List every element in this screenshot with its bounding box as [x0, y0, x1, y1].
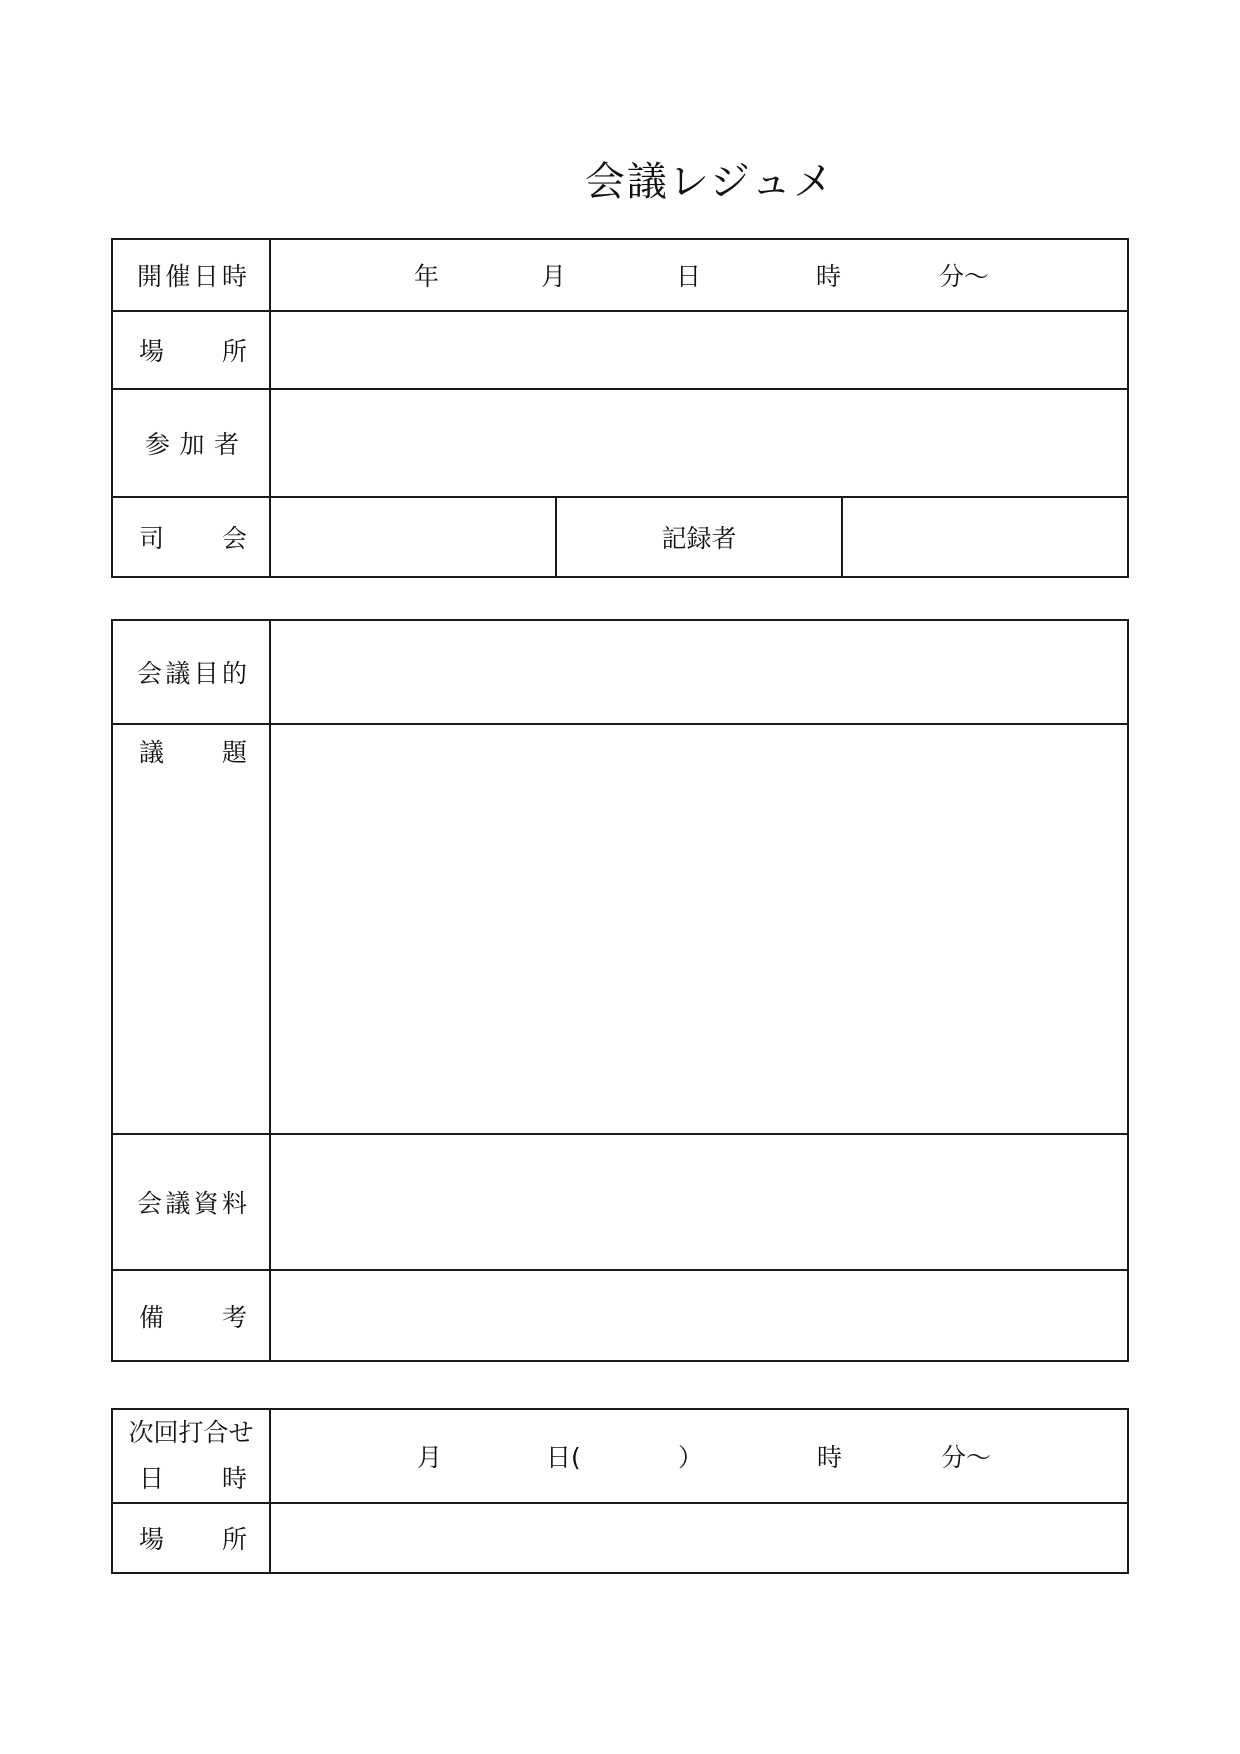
label-char: 目 — [193, 659, 219, 688]
datetime-field[interactable] — [270, 239, 1128, 311]
meeting-content-table — [111, 619, 1129, 1362]
place-label-cell — [112, 311, 270, 389]
datetime-label-cell — [112, 239, 270, 311]
label-char: 時 — [221, 262, 247, 291]
materials-field[interactable] — [270, 1134, 1128, 1270]
remarks-label-cell — [112, 1270, 270, 1361]
label-char: 資 — [193, 1189, 219, 1218]
label-char: 題 — [221, 738, 247, 767]
minute-unit: 分〜 — [939, 262, 990, 291]
next-meeting-label: 次回打合せ — [128, 1418, 254, 1447]
attendees-label-cell — [112, 389, 270, 497]
next-meeting-label-cell — [112, 1409, 270, 1503]
next-meeting-datetime-field[interactable] — [270, 1409, 1128, 1503]
next-place-label-cell — [112, 1503, 270, 1573]
hour-unit: 時 — [816, 262, 842, 291]
paren-close: ） — [678, 1443, 704, 1472]
hour-unit: 時 — [817, 1443, 843, 1472]
label-char: 議 — [139, 738, 165, 767]
next-meeting-table — [111, 1408, 1129, 1574]
month-unit: 月 — [417, 1443, 443, 1472]
month-unit: 月 — [541, 262, 567, 291]
purpose-field[interactable] — [270, 620, 1128, 724]
label-char: 議 — [165, 659, 191, 688]
recorder-field[interactable] — [842, 497, 1128, 577]
label-char: 日 — [139, 1464, 165, 1493]
label-char: 会 — [137, 659, 163, 688]
remarks-field[interactable] — [270, 1270, 1128, 1361]
agenda-field[interactable] — [270, 724, 1128, 1134]
label-char: 司 — [139, 524, 165, 553]
attendees-field[interactable] — [270, 389, 1128, 497]
label-char: 的 — [221, 659, 247, 688]
label-char: 日 — [193, 262, 219, 291]
day-open-unit: 日( — [546, 1443, 581, 1472]
chair-field[interactable] — [270, 497, 556, 577]
label-char: 会 — [221, 524, 247, 553]
label-char: 場 — [139, 337, 165, 366]
label-char: 加 — [179, 430, 205, 459]
meeting-info-table — [111, 238, 1129, 578]
label-char: 場 — [139, 1525, 165, 1554]
label-char: 料 — [221, 1189, 247, 1218]
year-unit: 年 — [414, 262, 440, 291]
label-char: 参 — [145, 430, 171, 459]
label-char: 会 — [137, 1189, 163, 1218]
label-char: 備 — [139, 1302, 165, 1332]
materials-label-cell — [112, 1134, 270, 1270]
next-place-field[interactable] — [270, 1503, 1128, 1573]
label-char: 時 — [221, 1464, 247, 1493]
label-char: 催 — [165, 262, 191, 291]
label-char: 考 — [221, 1302, 247, 1332]
recorder-label: 記録者 — [661, 524, 737, 553]
recorder-label-cell — [556, 497, 842, 577]
page-title: 会議レジュメ — [584, 159, 836, 205]
label-char: 開 — [137, 262, 163, 291]
label-char: 所 — [221, 1525, 247, 1554]
agenda-label-cell — [112, 724, 270, 1134]
day-unit: 日 — [676, 262, 702, 291]
label-char: 所 — [221, 337, 247, 366]
place-field[interactable] — [270, 311, 1128, 389]
minute-unit: 分〜 — [941, 1443, 992, 1472]
purpose-label-cell — [112, 620, 270, 724]
label-char: 者 — [213, 430, 239, 459]
label-char: 議 — [165, 1189, 191, 1218]
chair-label-cell — [112, 497, 270, 577]
